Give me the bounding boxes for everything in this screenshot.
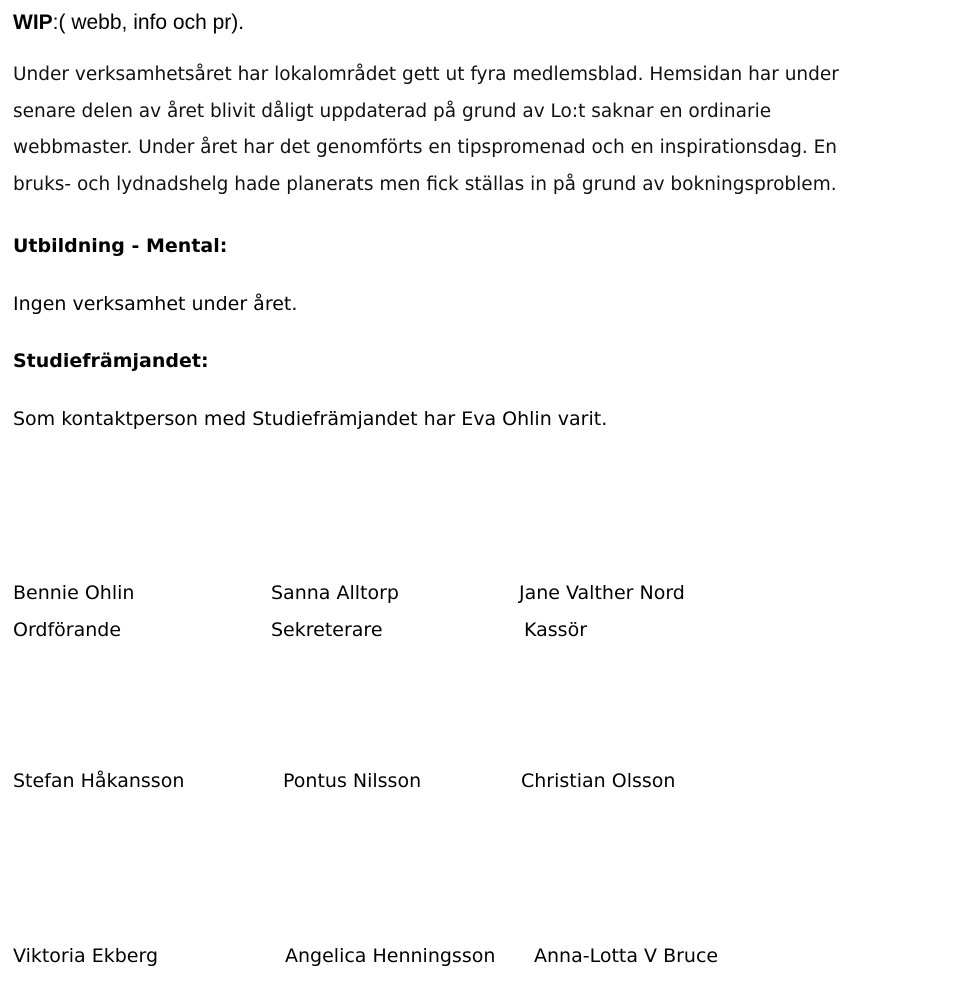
section-heading-utbildning: Utbildning - Mental: bbox=[13, 235, 228, 257]
intro-line: Under verksamhetsåret har lokalområdet gett ut fyra medlemsblad. Hemsidan har under bbox=[13, 64, 839, 85]
signature-role: Kassör bbox=[524, 619, 588, 641]
section-text-studieframjandet: Som kontaktperson med Studiefrämjandet har Eva Ohlin varit. bbox=[13, 408, 608, 430]
signature-name: Sanna Alltorp bbox=[271, 582, 399, 604]
signature-role: Sekreterare bbox=[271, 619, 383, 641]
signature-name: Angelica Henningsson bbox=[285, 945, 496, 967]
intro-line: webbmaster. Under året har det genomförts en tipspromenad och en inspirationsdag. En bbox=[13, 137, 838, 158]
intro-paragraph bbox=[13, 57, 953, 203]
signature-name: Pontus Nilsson bbox=[283, 770, 422, 792]
signature-name: Jane Valther Nord bbox=[519, 582, 685, 604]
intro-line: bruks- och lydnadshelg hade planerats men fick ställas in på grund av bokningsproblem. bbox=[13, 173, 837, 195]
signature-name: Christian Olsson bbox=[521, 770, 676, 792]
wip-text: :( webb, info och pr). bbox=[52, 11, 245, 34]
wip-label: WIP bbox=[13, 11, 53, 34]
wip-line bbox=[13, 8, 244, 38]
signature-name: Viktoria Ekberg bbox=[13, 945, 159, 967]
signature-role: Ordförande bbox=[13, 619, 122, 641]
section-heading-studieframjandet: Studiefrämjandet: bbox=[13, 350, 209, 372]
signature-name: Stefan Håkansson bbox=[13, 770, 185, 792]
signature-name: Bennie Ohlin bbox=[13, 582, 135, 604]
section-text-utbildning: Ingen verksamhet under året. bbox=[13, 293, 298, 315]
signature-name: Anna-Lotta V Bruce bbox=[534, 945, 719, 967]
intro-line: senare delen av året blivit dåligt uppdaterad på grund av Lo:t saknar en ordinarie bbox=[13, 100, 772, 122]
